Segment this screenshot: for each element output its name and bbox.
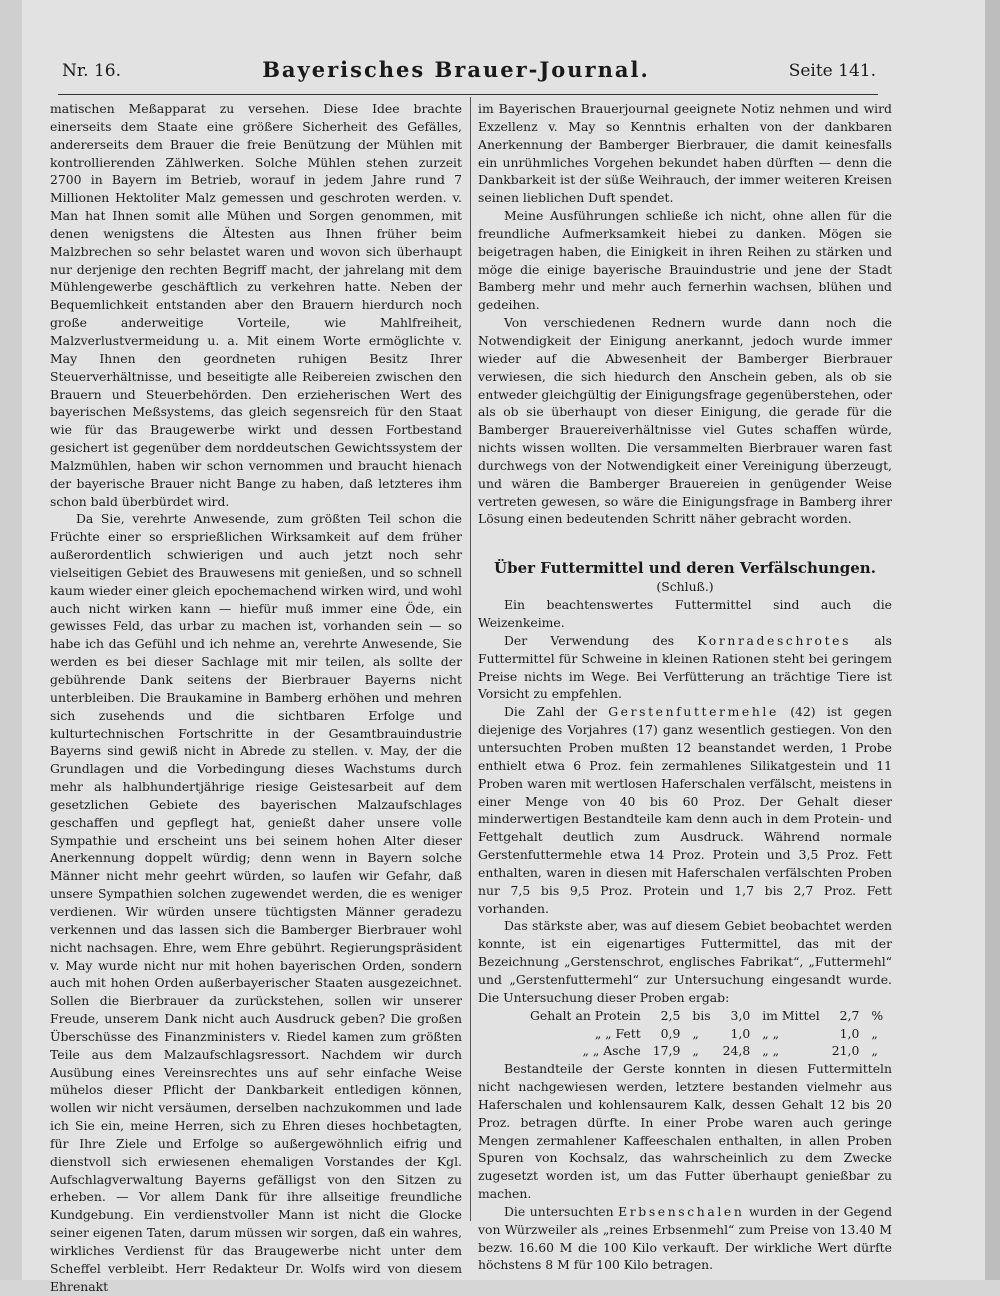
paragraph: Ein beachtenswertes Futtermittel sind auch die Weizenkeime. (478, 597, 892, 631)
journal-title: Bayerisches Brauer-Journal. (262, 57, 650, 82)
section-heading: Über Futtermittel und deren Verfälschungen. (494, 559, 876, 578)
paragraph: Die untersuchten Erbsenschalen wurden in der Gegend von Würzweiler als „reines Erbsenmehl“ zum Preise von 13.40 M bezw. 16.60 M die 100 Kilo verkauft. Der wirkliche Wert dürfte höchstens 8 M für 100 Kilo betragen. (478, 1203, 893, 1273)
paragraph: Der Verwendung des Kornradeschrotes als Futtermittel für Schweine in kleinen Rationen steht bei geringem Preise nichts im Wege. Bei Verfütterung an trächtige Tiere ist Vorsicht zu empfehlen. (478, 632, 893, 702)
adjacent-page-edge (0, 0, 23, 1280)
paragraph: Meine Ausführungen schließe ich nicht, ohne allen für die freundliche Aufmerksamkeit hiebei zu danken. Mögen sie beigetragen haben, die Einigkeit in ihren Reihen zu stärken und möge die einige bayerische Brauindustrie und jene der Stadt Bamberg mehr und mehr auch fernerhin wachsen, blühen und gedeihen. (478, 208, 892, 313)
paragraph: Da Sie, verehrte Anwesende, zum größten Teil schon die Früchte einer so ersprießlichen Wirksamkeit auf dem früher außerordentlich schwierigen und auch jetzt noch sehr vielseitigen Gebiet des Brauwesens mit genießen, und so schnell kaum wieder einer gleich epochemachend wirken wird, und wohl auch nicht wirken kann — hiefür muß immer eine Öde, ein gewisses Feld, das urbar zu machen ist, vorhanden sein — so habe ich das Gefühl und ich nehme an, verehrte Anwesende, Sie werden es bei dieser Sachlage mit mir teilen, als sollte der gebührende Dank seitens der Bierbrauer Bayerns nicht unterbleiben. Die Braukamine in Bamberg erhöhen und mehren sich zusehends und die sichtbaren Erfolge und kulturtechnischen Fortschritte in der Gesamtbrauindustrie Bayerns sind gewiß nicht in Abrede zu stellen. v. May, der die Grundlagen und die Vorbedingung dieses Wachstums durch mehr als halbhundertjährige riesige Geistesarbeit auf dem gesetzlichen Gebiete des bayerischen Malzaufschlages geschaffen und gepflegt hat, genießt daher unsere volle Sympathie und erscheint uns bei seinem hohen Alter dieser Anerkennung doppelt würdig; denn wenn in Bayern solche Männer nicht mehr geehrt würden, so laufen wir Gefahr, daß unsere Sympathien solchen zugewendet werden, die es weniger verdienen. Wir würden unsere tüchtigsten Männer geradezu verkennen und das lassen sich die Bamberger Bierbrauer wohl nicht nachsagen. Ehre, wem Ehre gebührt. Regierungspräsident v. May wurde nicht nur mit hohen bayerischen Orden, sondern auch mit hohen Orden außerbayerischer Staaten ausgezeichnet. Sollen die Bierbrauer da zurückstehen, sollen wir unserer Freude, unserem Dank nicht auch Ausdruck geben? Die großen Überschüsse des Finanzministers v. Riedel kamen zum größten Teile aus dem Malzaufschlagsressort. Nachdem wir durch Ausübung eines Vereinsrechtes uns auf sehr einfache Weise mühelos dieser Pflicht der Dankbarkeit entledigen können, wollen wir nicht versäumen, derselben nachzukommen und lade ich Sie ein, meine Herren, sich zu Ehren dieses hochbetagten, für Ihre Ziele und Erfolge so außergewöhnlich eifrig und dienstvoll sich erwiesenen ehemaligen Vorstandes der Kgl. Aufschlagverwaltung Bayerns gefälligst von den Sitzen zu erheben. — Vor allem Dank für ihre allseitige freundliche Kundgebung. Ein verdienstvoller Mann ist nicht die Glocke seiner eigenen Taten, darum müssen wir sorgen, daß ein wahres, wirkliches Verdienst für das Braugewerbe nicht unter dem Scheffel verbleibt. Herr Redakteur Dr. Wolfs wird von diesem Ehrenakt (50, 511, 462, 1294)
paragraph: matischen Meßapparat zu versehen. Diese Idee brachte einerseits dem Staate eine größere Sicherheit des Gefälles, andererseits dem Brauer die freie Benützung der Mühlen mit kontrollierenden Zählwerken. Solche Mühlen stehen zurzeit 2700 in Bayern im Betrieb, worauf in jedem Jahre rund 7 Millionen Hektoliter Malz gemessen und geschroten werden. v. Man hat Ihnen somit alle Mühen und Sorgen genommen, mit denen wenigstens die Ältesten aus Ihnen früher beim Malzbrechen so sehr belastet waren und wovon sich überhaupt nur derjenige den rechten Begriff macht, der jahrelang mit dem Mühlengewerbe geschäftlich zu verkehren hatte. Neben der Bequemlichkeit entstanden aber den Brauern hierdurch noch große anderweitige Vorteile, wie Mahlfreiheit, Malzverlustvermeidung u. a. Mit einem Worte ermöglichte v. May Ihnen den geordneten ruhigen Besitz Ihrer Steuerverhältnisse, und beseitigte alle Reibereien zwischen den Brauern und Steuerbehörden. Den erzieherischen Wert des bayerischen Meßsystems, das gleich segensreich für den Staat wie für das Braugewerbe wirkt und dessen Fortbestand gesichert ist gegenüber dem norddeutschen Gewichtssystem der Malzmühlen, haben wir schon vernommen und braucht hienach der bayerische Brauer nicht Bange zu haben, daß letzteres ihm schon bald überbürdet wird. (50, 101, 462, 509)
section-subheading: (Schluß.) (656, 579, 714, 595)
header-rule (58, 94, 878, 95)
paragraph: Bestandteile der Gerste konnten in diesen Futtermitteln nicht nachgewiesen werden, letztere bestanden vielmehr aus Haferschalen und kohlensaurem Kalk, dessen Gehalt 12 bis 20 Proz. betragen dürfte. In einer Probe waren auch geringe Mengen zermahlener Kaffeeschalen enthalten, in allen Proben Spuren von Kochsalz, das wahrscheinlich zu dem Zwecke zugesetzt worden ist, um das Futter überhaupt genießbar zu machen. (478, 1061, 892, 1202)
analysis-table (524, 1007, 889, 1061)
column-divider (470, 97, 471, 1221)
issue-number: Nr. 16. (62, 61, 121, 81)
page-number: Seite 141. (788, 61, 876, 81)
page-header (36, 55, 876, 85)
table-row: „ „ Asche 17,9 „ 24,8 „ „ 21,0 „ (582, 1043, 878, 1059)
right-column (478, 100, 892, 1274)
table-row: Gehalt an Protein 2,5 bis 3,0 im Mittel 2,7 % (530, 1007, 884, 1023)
paragraph: Die Zahl der Gerstenfuttermehle (42) ist gegen diejenige des Vorjahres (17) ganz wesentlich gestiegen. Von den untersuchten Proben mußten 12 beanstandet werden, 1 Probe enthielt etwa 6 Proz. fein zermahlenes Silikatgestein und 11 Proben waren mit wertlosen Haferschalen verfälscht, meistens in einer Menge von 40 bis 60 Proz. Der Gehalt dieser minderwertigen Bestandteile kam denn auch in dem Protein- und Fettgehalt deutlich zum Ausdruck. Während normale Gerstenfuttermehle etwa 14 Proz. Protein und 3,5 Proz. Fett enthalten, waren in diesen mit Haferschalen verfälschten Proben nur 7,5 bis 9,5 Proz. Protein und 1,7 bis 2,7 Proz. Fett vorhanden. (478, 704, 892, 916)
paragraph: Von verschiedenen Rednern wurde dann noch die Notwendigkeit der Einigung anerkannt, jedoch wurde immer wieder auf die Abwesenheit der Bamberger Bierbrauer verwiesen, die sich hiedurch den Anschein geben, als ob sie entweder gleichgültig der Einigungsfrage gegenüberstehen, oder als ob sie überhaupt von dieser Einigung, die gerade für die Bamberger Brauereiverhältnisse viel Gutes schaffen würde, nichts wissen wollten. Die versammelten Bierbrauer waren fast durchwegs von der Notwendigkeit einer Vereinigung überzeugt, und wären die Bamberger Brauereien in genügender Weise vertreten gewesen, so wäre die Einigungsfrage in Bamberg ihrer Lösung einen bedeutenden Schritt näher gebracht worden. (478, 315, 892, 527)
spaced-term: Erbsenschalen (618, 1203, 745, 1219)
paragraph: Das stärkste aber, was auf diesem Gebiet beobachtet werden konnte, ist ein eigenartiges Futtermittel, das mit der Bezeichnung „Gerstenschrot, englisches Fabrikat“, „Futtermehl“ und „Gerstenfuttermehl“ zur Untersuchung eingesandt wurde. Die Untersuchung dieser Proben ergab: (478, 918, 892, 1005)
paragraph: im Bayerischen Brauerjournal geeignete Notiz nehmen und wird Exzellenz v. May so Kenntnis erhalten von der dankbaren Anerkennung der Bamberger Bierbrauer, die damit keinesfalls ein unrühmliches Vorgehen bekundet haben dürften — denn die Dankbarkeit ist der süße Weihrauch, der immer weiteren Kreisen seinen lieblichen Duft spendet. (478, 101, 892, 206)
table-row: „ „ Fett 0,9 „ 1,0 „ „ 1,0 „ (594, 1025, 878, 1041)
spaced-term: Gerstenfuttermehle (608, 704, 779, 720)
spaced-term: Kornradeschrotes (697, 632, 852, 648)
scan-border (985, 0, 1000, 1280)
left-column (50, 100, 462, 1296)
